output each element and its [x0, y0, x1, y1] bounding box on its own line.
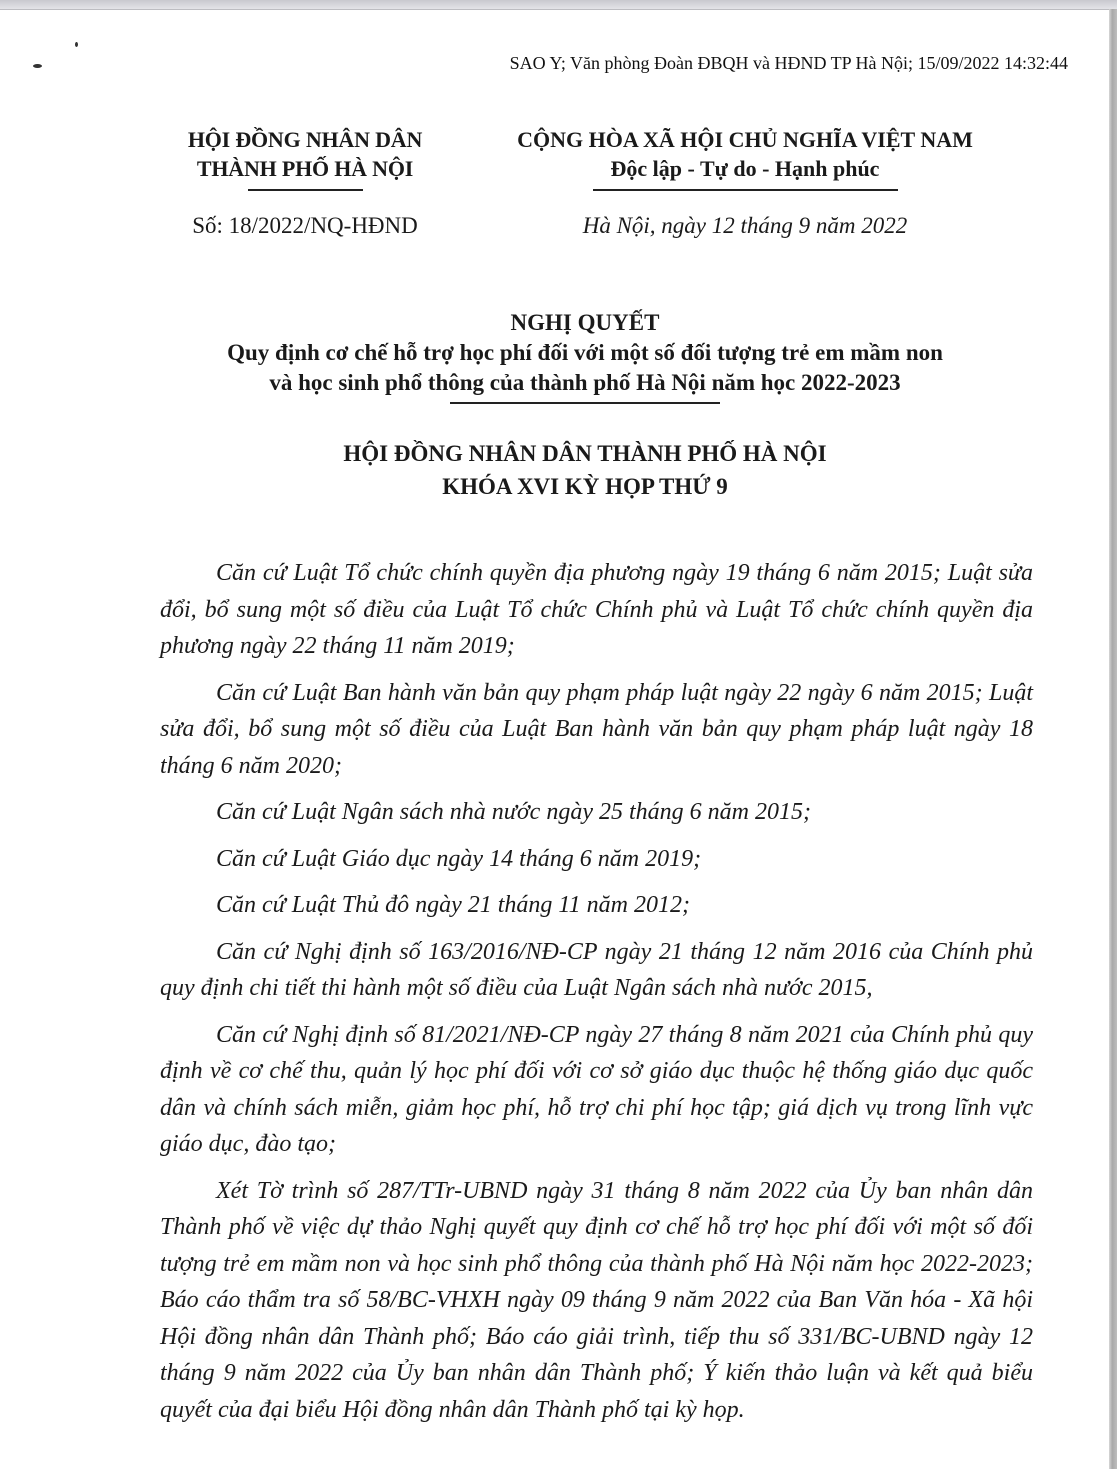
motto-underline	[593, 189, 898, 191]
issuer-header	[160, 125, 450, 191]
council-name: HỘI ĐỒNG NHÂN DÂN THÀNH PHỐ HÀ NỘI	[343, 441, 827, 466]
title-line1: Quy định cơ chế hỗ trợ học phí đối với một số đối tượng trẻ em mầm non	[227, 340, 943, 365]
preamble-paragraph: Căn cứ Luật Thủ đô ngày 21 tháng 11 năm 2012;	[216, 892, 690, 918]
issuer-line2: THÀNH PHỐ HÀ NỘI	[196, 156, 414, 181]
national-header	[470, 125, 1020, 191]
preamble	[160, 555, 1033, 1438]
preamble-paragraph: Căn cứ Nghị định số 163/2016/NĐ-CP ngày 21 tháng 12 năm 2016 của Chính phủ quy định chi tiết thi hành một số điều của Luật Ngân sách nhà nước 2015,	[160, 938, 1033, 1001]
document-type: NGHỊ QUYẾT	[510, 310, 660, 335]
national-motto: Độc lập - Tự do - Hạnh phúc	[610, 156, 880, 181]
preamble-paragraph: Căn cứ Luật Giáo dục ngày 14 tháng 6 năm 2019;	[216, 845, 702, 872]
preamble-paragraph: Căn cứ Luật Ngân sách nhà nước ngày 25 tháng 6 năm 2015;	[216, 799, 811, 825]
copy-stamp: SAO Y; Văn phòng Đoàn ĐBQH và HĐND TP Hà Nội; 15/09/2022 14:32:44	[509, 53, 1068, 73]
title-line2: và học sinh phổ thông của thành phố Hà Nội năm học 2022-2023	[269, 370, 901, 395]
issuer-line1: HỘI ĐỒNG NHÂN DÂN	[187, 127, 423, 152]
scan-speck	[33, 64, 42, 68]
document-title	[150, 308, 1020, 404]
council-heading	[150, 437, 1020, 503]
preamble-paragraph: Căn cứ Nghị định số 81/2021/NĐ-CP ngày 27 tháng 8 năm 2021 của Chính phủ quy định về cơ chế thu, quản lý học phí đối với cơ sở giáo dục thuộc hệ thống giáo dục quốc dân và chính sách miễn, giảm học phí, hỗ trợ chi phí học tập; giá dịch vụ trong lĩnh vực giáo dục, đào tạo;	[160, 1021, 1033, 1157]
issuer-underline	[248, 189, 363, 191]
preamble-paragraph: Căn cứ Luật Ban hành văn bản quy phạm pháp luật ngày 22 ngày 6 năm 2015; Luật sửa đổi, bổ sung một số điều của Luật Ban hành văn bản quy phạm pháp luật ngày 18 tháng 6 năm 2020;	[160, 679, 1033, 779]
scan-speck	[75, 42, 78, 47]
document-number: Số: 18/2022/NQ-HĐND	[192, 213, 418, 238]
title-underline	[450, 402, 720, 404]
preamble-paragraph: Xét Tờ trình số 287/TTr-UBND ngày 31 tháng 8 năm 2022 của Ủy ban nhân dân Thành phố về việc dự thảo Nghị quyết quy định cơ chế hỗ trợ học phí đối với một số đối tượng trẻ em mầm non và học sinh phổ thông của thành phố Hà Nội năm học 2022-2023; Báo cáo thẩm tra số 58/BC-VHXH ngày 09 tháng 9 năm 2022 của Ban Văn hóa - Xã hội Hội đồng nhân dân Thành phố; Báo cáo giải trình, tiếp thu số 331/BC-UBND ngày 12 tháng 9 năm 2022 của Ủy ban nhân dân Thành phố; Ý kiến thảo luận và kết quả biểu quyết của đại biểu Hội đồng nhân dân Thành phố tại kỳ họp.	[160, 1177, 1033, 1423]
document-date: Hà Nội, ngày 12 tháng 9 năm 2022	[582, 213, 908, 238]
council-session: KHÓA XVI KỲ HỌP THỨ 9	[442, 474, 728, 499]
viewer-top-bar	[0, 0, 1117, 10]
national-title: CỘNG HÒA XÃ HỘI CHỦ NGHĨA VIỆT NAM	[517, 127, 973, 152]
document-page	[0, 10, 1109, 1469]
preamble-paragraph: Căn cứ Luật Tổ chức chính quyền địa phương ngày 19 tháng 6 năm 2015; Luật sửa đổi, bổ sung một số điều của Luật Tổ chức Chính phủ và Luật Tổ chức chính quyền địa phương ngày 22 tháng 11 năm 2019;	[160, 560, 1033, 659]
page-edge-shadow	[1109, 9, 1117, 1469]
